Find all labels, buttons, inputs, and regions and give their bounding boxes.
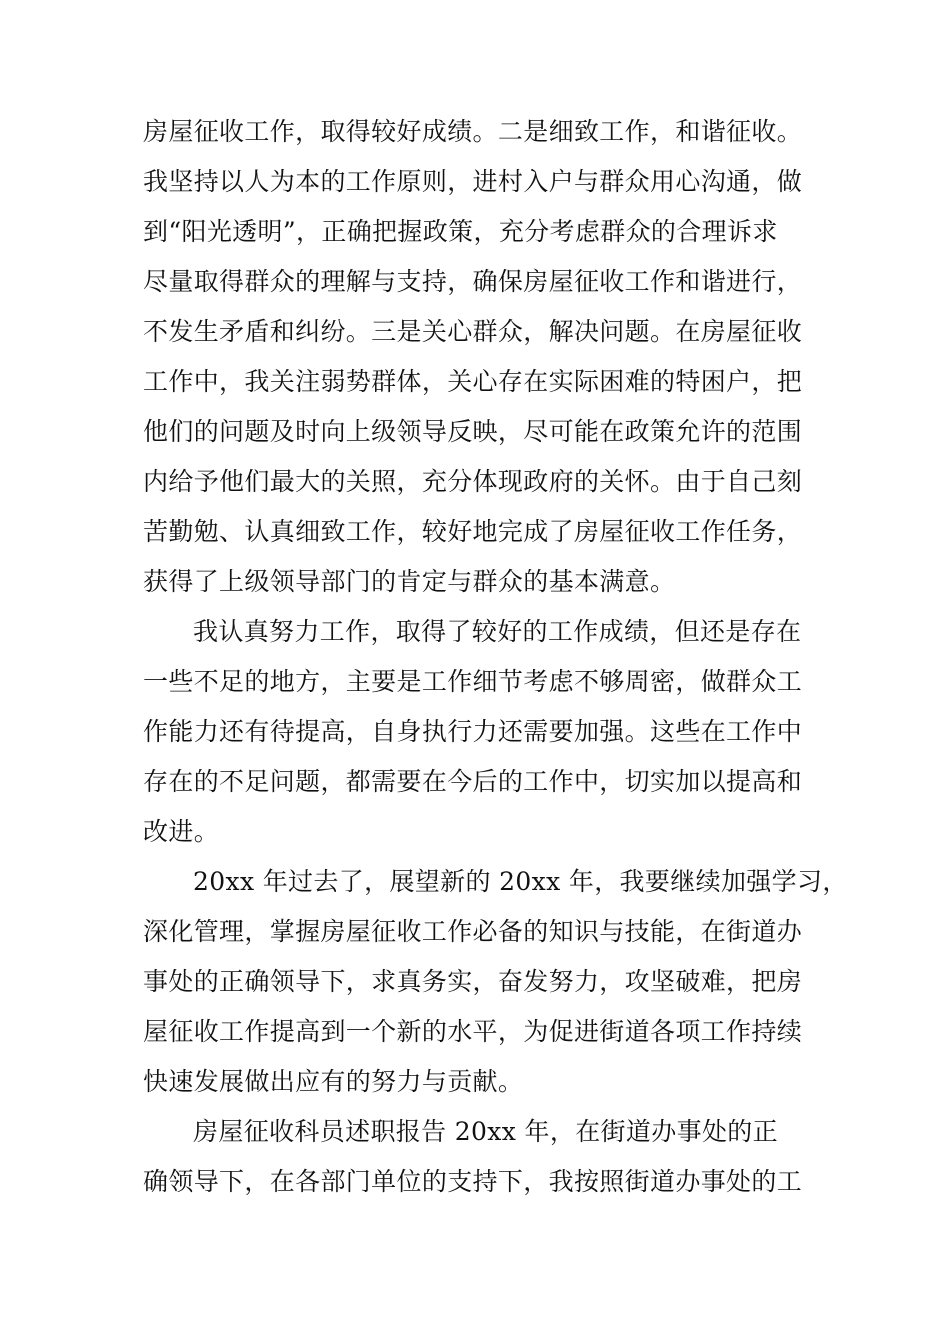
- text-line: 快速发展做出应有的努力与贡献。: [143, 1067, 524, 1096]
- text-line: 内给予他们最大的关照，充分体现政府的关怀。由于自己刻: [143, 467, 803, 496]
- text-line: 到“阳光透明”，正确把握政策，充分考虑群众的合理诉求: [143, 217, 778, 246]
- paragraph-first-line: 20xx 年过去了，展望新的 20xx 年，我要继续加强学习，: [193, 867, 848, 896]
- text-line: 我坚持以人为本的工作原则，进村入户与群众用心沟通，做: [143, 167, 803, 196]
- text-line: 存在的不足问题，都需要在今后的工作中，切实加以提高和: [143, 767, 803, 796]
- text-line: 他们的问题及时向上级领导反映，尽可能在政策允许的范围: [143, 417, 803, 446]
- text-line: 改进。: [143, 817, 220, 846]
- text-line: 作能力还有待提高，自身执行力还需要加强。这些在工作中: [143, 717, 803, 746]
- text-line: 苦勤勉、认真细致工作，较好地完成了房屋征收工作任务，: [143, 517, 803, 546]
- text-line: 工作中，我关注弱势群体，关心存在实际困难的特困户，把: [143, 367, 803, 396]
- text-line: 尽量取得群众的理解与支持，确保房屋征收工作和谐进行，: [143, 267, 803, 296]
- text-line: 一些不足的地方，主要是工作细节考虑不够周密，做群众工: [143, 667, 803, 696]
- text-line: 深化管理，掌握房屋征收工作必备的知识与技能，在街道办: [143, 917, 803, 946]
- text-line: 获得了上级领导部门的肯定与群众的基本满意。: [143, 567, 676, 596]
- text-line: 确领导下，在各部门单位的支持下，我按照街道办事处的工: [143, 1167, 803, 1196]
- text-line: 不发生矛盾和纠纷。三是关心群众，解决问题。在房屋征收: [143, 317, 803, 346]
- paragraph-first-line: 房屋征收科员述职报告 20xx 年，在街道办事处的正: [193, 1117, 779, 1146]
- text-line: 屋征收工作提高到一个新的水平，为促进街道各项工作持续: [143, 1017, 803, 1046]
- text-line: 房屋征收工作，取得较好成绩。二是细致工作，和谐征收。: [143, 117, 803, 146]
- paragraph-first-line: 我认真努力工作，取得了较好的工作成绩，但还是存在: [193, 617, 802, 646]
- text-line: 事处的正确领导下，求真务实，奋发努力，攻坚破难，把房: [143, 967, 803, 996]
